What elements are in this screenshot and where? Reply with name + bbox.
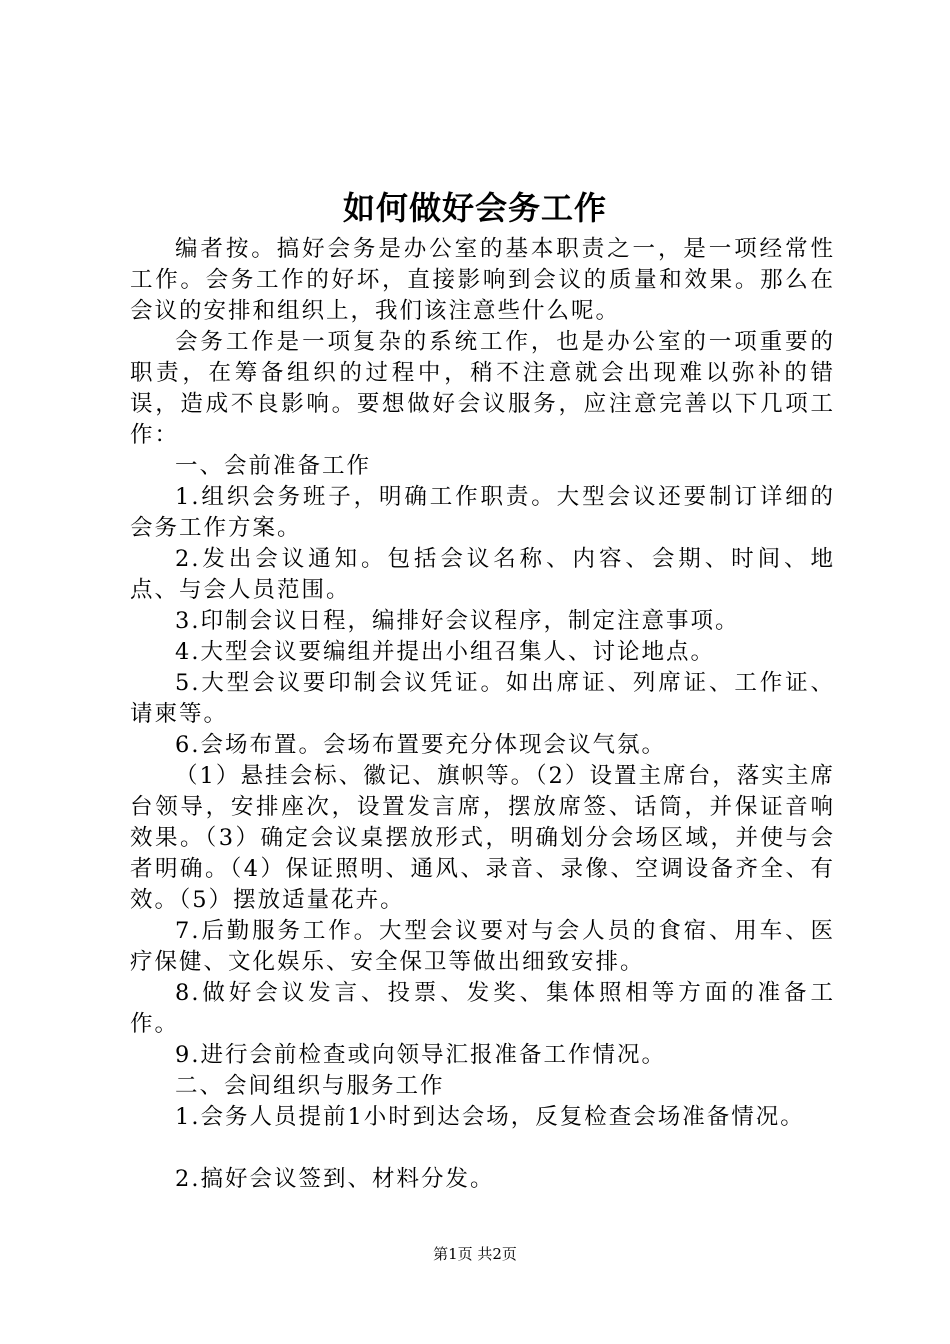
document-body: [130, 234, 835, 1195]
paragraph-item: 6.会场布置。会场布置要充分体现会议气氛。: [175, 732, 666, 758]
paragraph-item: 2.搞好会议签到、材料分发。: [175, 1166, 495, 1192]
paragraph-venue-details: （1）悬挂会标、徽记、旗帜等。（2）设置主席台，落实主席台领导，安排座次，设置发言席，摆放席签、话筒，并保证音响效果。（3）确定会议桌摆放形式，明确划分会场区域，并使与会者明确。（4）保证照明、通风、录音、录像、空调设备齐全、有效。（5）摆放适量花卉。: [130, 763, 835, 913]
paragraph-intro: 会务工作是一项复杂的系统工作，也是办公室的一项重要的职责，在筹备组织的过程中，稍不注意就会出现难以弥补的错误，造成不良影响。要想做好会议服务，应注意完善以下几项工作：: [130, 329, 835, 448]
paragraph-item: 9.进行会前检查或向领导汇报准备工作情况。: [175, 1042, 666, 1068]
paragraph-item: 7.后勤服务工作。大型会议要对与会人员的食宿、用车、医疗保健、文化娱乐、安全保卫等做出细致安排。: [130, 918, 835, 975]
paragraph-item: 4.大型会议要编组并提出小组召集人、讨论地点。: [175, 639, 715, 665]
paragraph-item: 1.组织会务班子，明确工作职责。大型会议还要制订详细的会务工作方案。: [130, 484, 835, 541]
section-heading-during-meeting: 二、会间组织与服务工作: [175, 1073, 445, 1099]
page-footer: 第1页 共2页: [433, 1245, 517, 1263]
section-heading-pre-meeting: 一、会前准备工作: [175, 453, 372, 479]
document-title: 如何做好会务工作: [342, 189, 607, 227]
paragraph-item: 2.发出会议通知。包括会议名称、内容、会期、时间、地点、与会人员范围。: [130, 546, 835, 603]
paragraph-item: 8.做好会议发言、投票、发奖、集体照相等方面的准备工作。: [130, 980, 835, 1037]
paragraph-item: 3.印制会议日程，编排好会议程序，制定注意事项。: [175, 608, 740, 634]
paragraph-item: 1.会务人员提前1小时到达会场，反复检查会场准备情况。: [175, 1104, 805, 1130]
paragraph-editor-note: 编者按。搞好会务是办公室的基本职责之一，是一项经常性工作。会务工作的好坏，直接影响到会议的质量和效果。那么在会议的安排和组织上，我们该注意些什么呢。: [130, 236, 835, 324]
paragraph-item: 5.大型会议要印制会议凭证。如出席证、列席证、工作证、请柬等。: [130, 670, 835, 727]
